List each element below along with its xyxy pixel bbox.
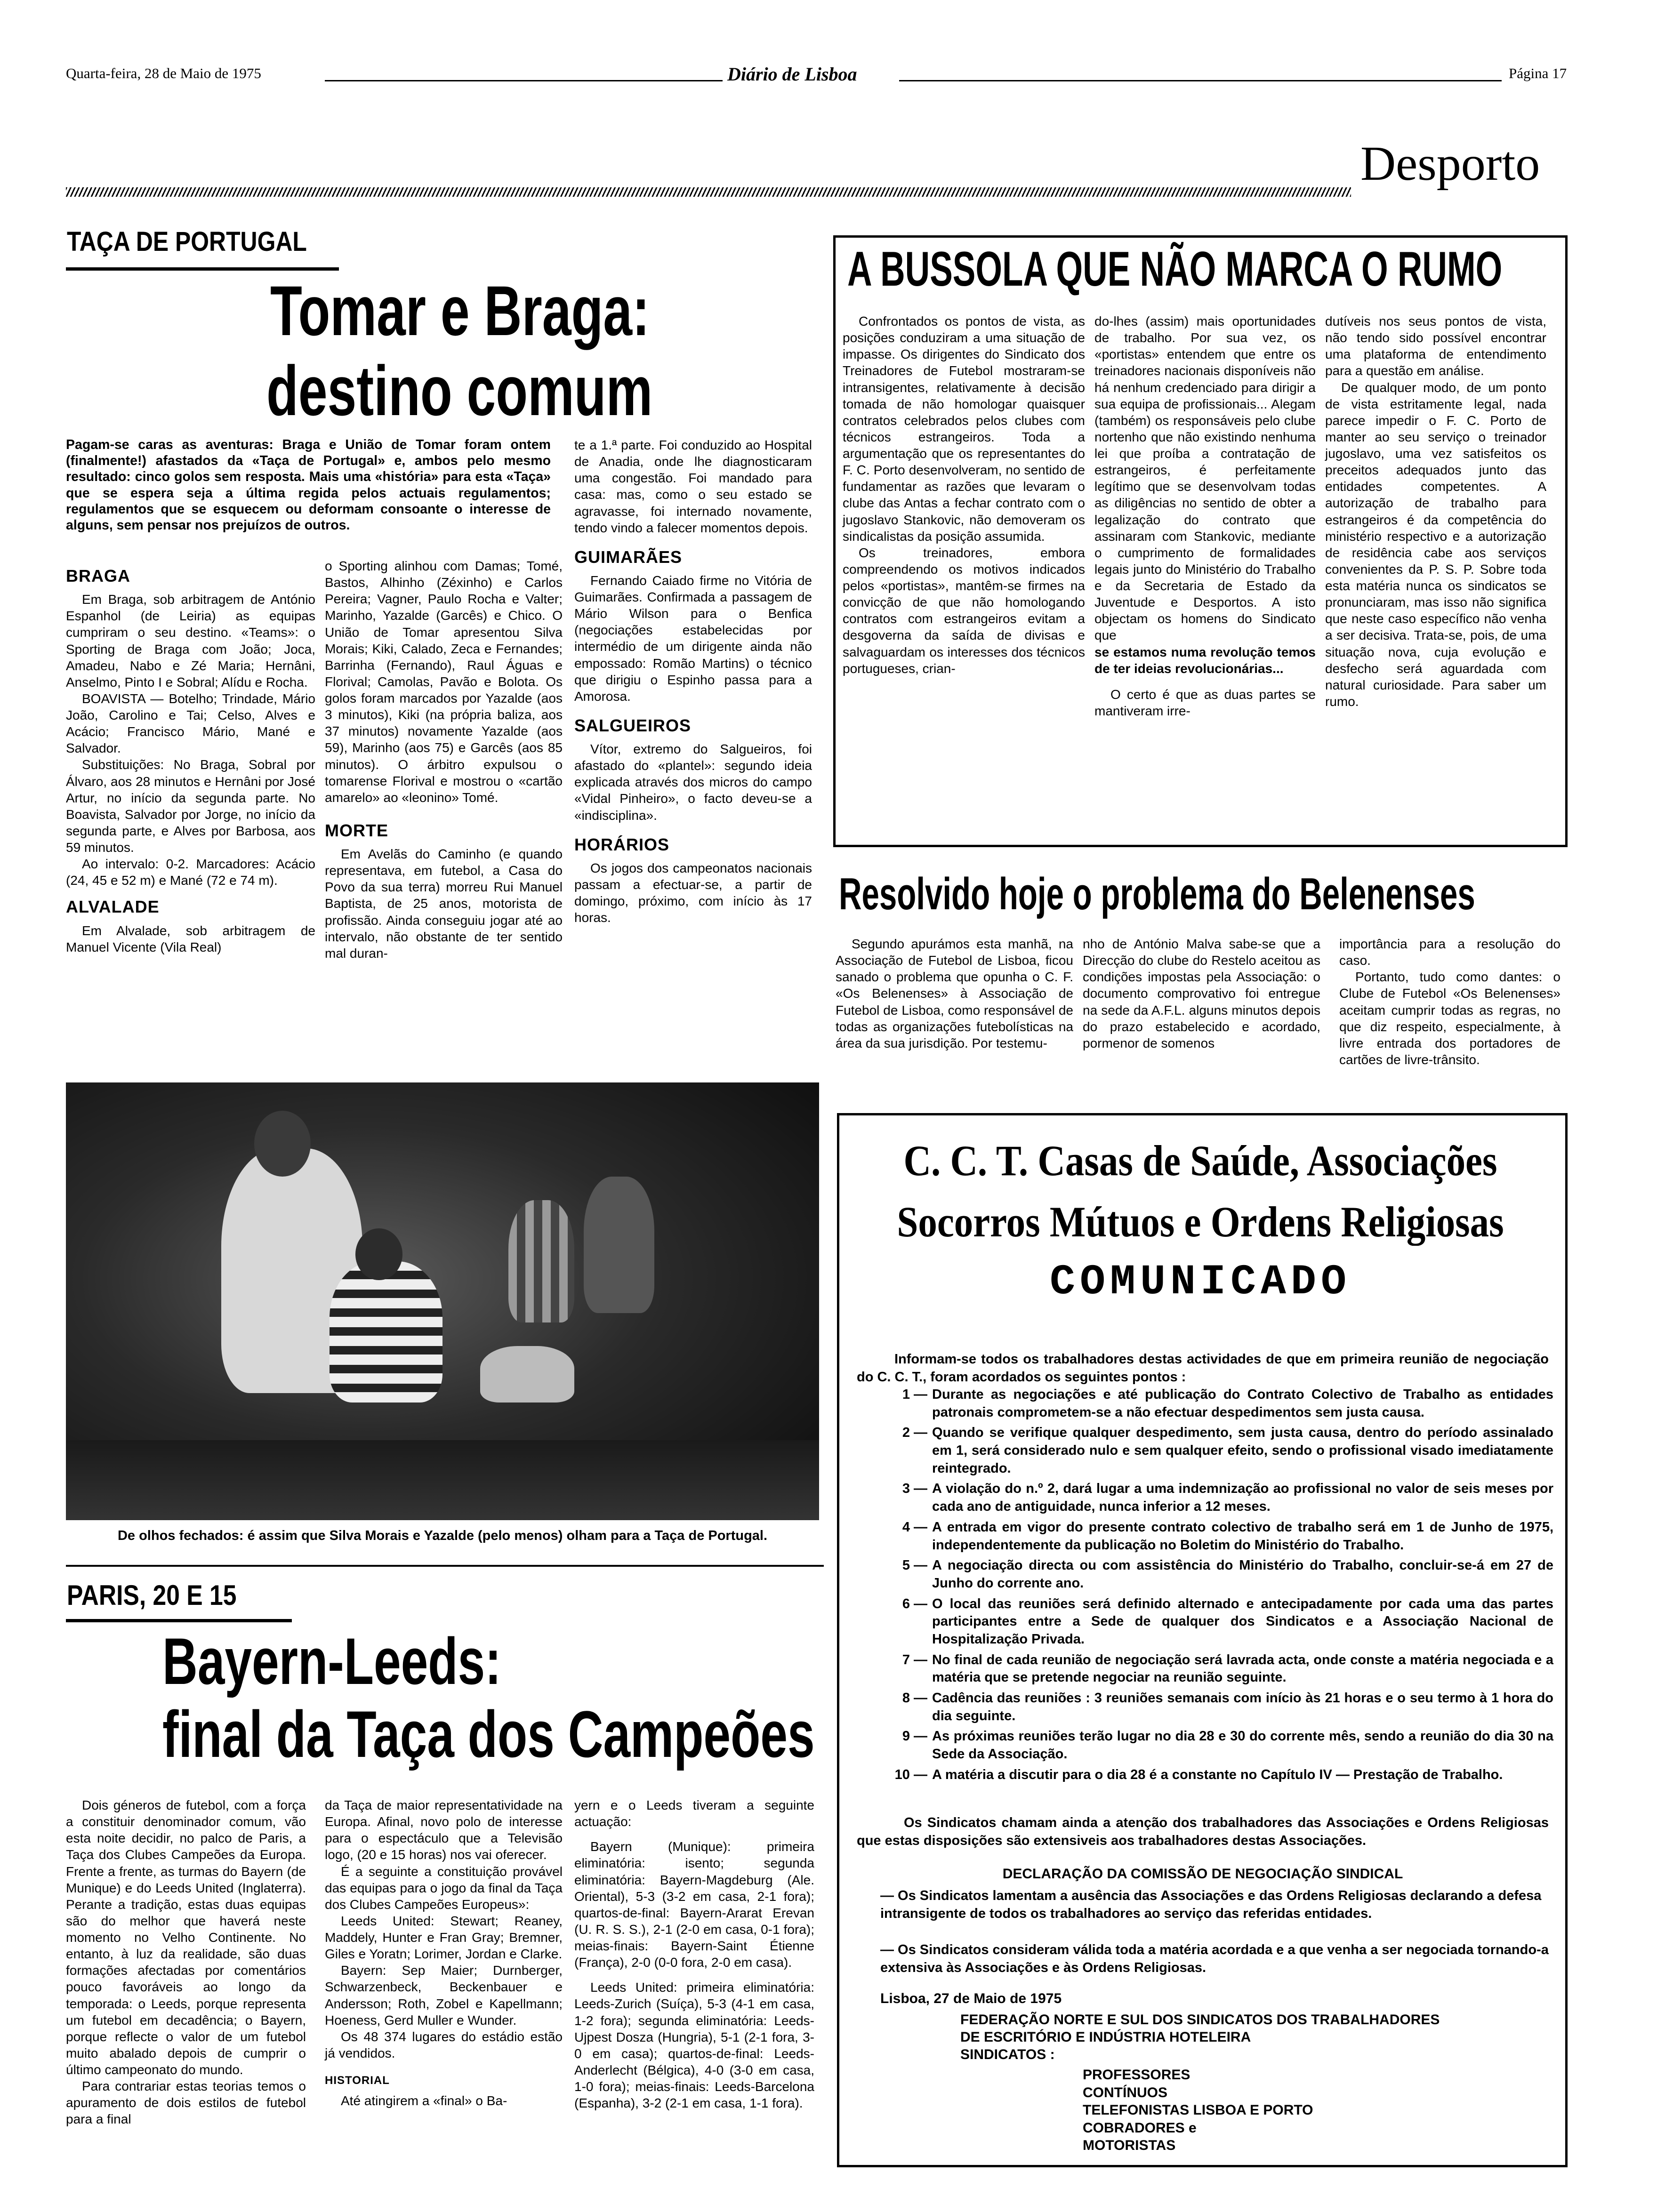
masthead-rule-left [325, 80, 723, 81]
bussola-c1: Confrontados os pontos de vista, as posições conduziram a uma situação de impasse. Os dirigentes do Sindicato dos Treinadores de Futebol mostraram-se intransigentes, relativamente à decisão tomada de não homologar quaisquer contratos celebrados pelos clubes com técnicos estrangeiros. Toda a argumentação que os representantes do F. C. Porto desenvolveram, no sentido de fundamentar as razões que levaram o clube das Antas a fechar contrato com o jugoslavo Stankovic, não demoveram os sindicalistas da posição assumida. [843, 314, 1085, 544]
salgueiros-p1: Vítor, extremo do Salgueiros, foi afastado do «plantel»: segundo ideia explicada através dos micros do campo «Vidal Pinheiro», o facto deveu-se a «indisciplina». [574, 742, 812, 823]
paris-c3: yern e o Leeds tiveram a seguinte actuação: [574, 1798, 814, 1829]
belenenses-col-2 [1083, 936, 1320, 1051]
paris-c2f: Até atingirem a «final» o Ba- [341, 2093, 507, 2108]
belenenses-headline: Resolvido hoje o problema do Belenenses [839, 869, 1475, 919]
bussola-headline: A BUSSOLA QUE NÃO MARCA O RUMO [847, 242, 1503, 297]
section-title: Desporto [1360, 136, 1540, 191]
paris-c1b: Para contrariar estas teorias temos o apuramento de dois estilos de futebol para a final [66, 2079, 306, 2127]
cct-sindicatos-list [1083, 2066, 1313, 2155]
guimaraes-subhead: GUIMARÃES [574, 547, 683, 567]
paris-c2c: Leeds United: Stewart; Reaney, Maddely, Hunter e Fran Gray; Bremner, Giles e Yoratn; Lorimer, Jordan e Clarke. [325, 1913, 563, 1962]
cct-item-number: 3 — [902, 1481, 927, 1497]
belenenses-c2: nho de António Malva sabe-se que a Direcção do clube do Restelo aceitou as condições impostas pela Associação: o documento comprovativo foi entregue na sede da A.F.L. alguns minutos depois do prazo estabelecido e acordado, pormenor de somenos [1083, 937, 1320, 1050]
cct-place-date: Lisboa, 27 de Maio de 1975 [880, 1991, 1062, 2006]
cct-sindicato: MOTORISTAS [1083, 2138, 1176, 2153]
cct-item-text: A violação do n.º 2, dará lugar a uma indemnização ao profissional no valor de seis meses por cada ano de antiguidade, nunca inferior a 12 meses. [932, 1481, 1553, 1515]
taca-kicker: TAÇA DE PORTUGAL [67, 226, 307, 257]
paris-c2b: É a seguinte a constituição provável das equipas para o jogo da final da Taça dos Clubes Campeões Europeus»: [325, 1864, 563, 1912]
alvalade-p1: Em Alvalade, sob arbitragem de Manuel Vicente (Vila Real) [66, 923, 315, 954]
cct-item-text: A entrada em vigor do presente contrato colectivo de trabalho será em 1 de Junho de 1975, independentemente da publicação no Boletim do Ministério do Trabalho. [932, 1519, 1553, 1553]
cct-federation-line1: FEDERAÇÃO NORTE E SUL DOS SINDICATOS DOS TRABALHADORES [960, 2012, 1440, 2028]
paris-kicker-underline [66, 1619, 292, 1622]
cct-item [885, 1690, 1553, 1725]
cct-note-text: Os Sindicatos chamam ainda a atenção dos trabalhadores das Associações e Ordens Religiosas que estas disposições são extensiveis aos trabalhadores destas Associações. [857, 1815, 1549, 1848]
cct-item [885, 1557, 1553, 1592]
paris-c2e: Os 48 374 lugares do estádio estão já vendidos. [325, 2029, 563, 2060]
morte-subhead: MORTE [325, 820, 388, 840]
taca-col-1 [66, 558, 315, 955]
bussola-col-1 [843, 313, 1085, 677]
paris-col-3 [574, 1797, 814, 2111]
bussola-c3: dutíveis nos seus pontos de vista, não tendo sido possível encontrar uma plataforma de entendimento para a questão em análise. [1325, 314, 1546, 378]
bussola-c2b: se estamos numa revolução temos de ter ideias revolucionárias... [1094, 644, 1316, 676]
historial-subhead: HISTORIAL [325, 2074, 390, 2087]
section-hatch-bar [66, 187, 1351, 197]
paris-c3b: Bayern (Munique): primeira eliminatória: isento; segunda eliminatória: Bayern-Magdeburg (Ale. Oriental), 5-3 (3-2 em casa, 2-1 fora); quartos-de-final: Bayern-Ararat Erevan (U. R. S. S.), 2-1 (2-0 em casa, 0-1 fora); meias-finais: Bayern-Saint Étienne (França), 2-0 (0-0 fora, 2-0 em casa). [574, 1839, 814, 1970]
paris-c2: da Taça de maior representatividade na Europa. Afinal, novo polo de interesse para o espectáculo que a Televisão logo, (20 e 15 horas) nos vai oferecer. [325, 1798, 563, 1862]
paris-col-2 [325, 1797, 563, 2109]
cct-items-list [885, 1386, 1553, 1787]
alvalade-p2: o Sporting alinhou com Damas; Tomé, Bastos, Alhinho (Zéxinho) e Carlos Pereira; Vagner, Paulo Rocha e Valter; Marinho, Yazalde (Garcês) e Chico. O União de Tomar apresentou Silva Morais; Kiki, Calado, Zeca e Fernandes; Barrinha (Fernando), Raul Águas e Florival; Camolas, Pavão e Bolota. Os golos foram marcados por Yazalde (aos 3 minutos), Kiki (na própria baliza, aos 37 minutos) novamente Yazalde (aos 59), Marinho (aos 75) e Garcês (aos 85 minutos). O árbitro expulsou o tomarense Florival e mostrou o «cartão amarelo» ao «leonino» Tomé. [325, 559, 563, 805]
braga-p4: Ao intervalo: 0-2. Marcadores: Acácio (24, 45 e 52 m) e Mané (72 e 74 m). [66, 857, 315, 888]
masthead-date: Quarta-feira, 28 de Maio de 1975 [66, 65, 261, 81]
cct-item-text: No final de cada reunião de negociação será lavrada acta, onde conste a matéria negociada e a matéria que se pretende negociar na reunião seguinte. [932, 1652, 1553, 1685]
belenenses-c3b: Portanto, tudo como dantes: o Clube de Futebol «Os Belenenses» aceitam cumprir todas as regras, no que diz respeito, especialmente, à livre entrada dos portadores de cartões de livre-trânsito. [1339, 970, 1560, 1067]
cct-title-line3: COMUNICADO [1049, 1258, 1351, 1306]
photo-player-4 [480, 1346, 574, 1403]
cct-title-line1: C. C. T. Casas de Saúde, Associações [903, 1137, 1497, 1185]
photo-caption-text: De olhos fechados: é assim que Silva Morais e Yazalde (pelo menos) olham para a Taça de Portugal. [117, 1528, 768, 1543]
paris-col-1 [66, 1797, 306, 2128]
bussola-c3b: De qualquer modo, de um ponto de vista estritamente legal, nada parece impedir o F. C. Porto de manter ao seu serviço o treinador jugoslavo, uma vez satisfeitos os preceitos adequados junto das entidades competentes. A autorização de trabalho para estrangeiros é da competência do ministério respectivo e a autorização de residência cabe aos serviços convenientes da P. S. P. Sobre toda esta matéria nunca os sindicatos se pronunciaram, mas isso não significa que neste caso específico não venha a ser decisiva. Trata-se, pois, de uma situação nova, cuja evolução e desfecho será aguardada com natural curiosidade. Para saber um rumo. [1325, 380, 1546, 709]
cct-item-text: Cadência das reuniões : 3 reuniões semanais com início às 21 horas e o seu termo à 1 hora do dia seguinte. [932, 1691, 1553, 1723]
bussola-c1b: Os treinadores, embora compreendendo os motivos indicados pelos «portistas», mantêm-se firmes na convicção de que não homologando contratos com estrangeiros evitam a desgoverna da saída de divisas e salvaguardam os interesses dos técnicos portugueses, crian- [843, 545, 1085, 676]
photo-ground [66, 1440, 819, 1520]
morte-p2: te a 1.ª parte. Foi conduzido ao Hospital de Anadia, onde lhe diagnosticaram uma congestão. Foi mandado para casa: mas, como o seu estado se agravasse, foi internado novamente, tendo vindo a falecer momentos depois. [574, 438, 812, 535]
taca-headline-line1: Tomar e Braga: [270, 271, 650, 350]
cct-item-number: 10 — [894, 1767, 927, 1782]
belenenses-col-3 [1339, 936, 1560, 1068]
photo-caption [66, 1527, 819, 1544]
cct-intro-text: Informam-se todos os trabalhadores destas actividades de que em primeira reunião de negociação do C. C. T., foram acordados os seguintes pontos : [857, 1352, 1549, 1385]
cct-sindicato: TELEFONISTAS LISBOA E PORTO [1083, 2102, 1313, 2118]
photo-striker-head [355, 1228, 402, 1280]
cct-item-text: A negociação directa ou com assistência do Ministério do Trabalho, concluir-se-á em 27 de Junho do corrente ano. [932, 1558, 1553, 1591]
paris-c1: Dois géneros de futebol, com a força a constituir denominador comum, vão esta noite decidir, no palco de Paris, a Taça dos Clubes Campeões da Europa. Frente a frente, as turmas do Bayern (de Munique) e do Leeds United (Inglaterra). Perante a tradição, estas duas equipas são do melhor que haverá neste momento no Velho Continente. No entanto, à luz da realidade, são duas formações afectadas por comentários pouco favoráveis ao longo da temporada: o Leeds, porque representa um futebol em decadência; o Bayern, porque reflecte o valor de um futebol muito abalado depois de cumprir o último campeonato do mundo. [66, 1798, 306, 2077]
taca-kicker-underline [66, 267, 339, 271]
cct-item [885, 1519, 1553, 1554]
cct-item-text: Durante as negociações e até publicação do Contrato Colectivo de Trabalho as entidades patronais comprometem-se a não efectuar despedimentos sem justa causa. [932, 1387, 1553, 1420]
photo-player-2 [508, 1200, 574, 1322]
photo-goalkeeper-head [254, 1111, 311, 1177]
bussola-c2c: O certo é que as duas partes se mantiveram irre- [1094, 687, 1316, 718]
cct-federation-line2: DE ESCRITÓRIO E INDÚSTRIA HOTELEIRA [960, 2029, 1251, 2045]
taca-headline-line2: destino comum [266, 351, 653, 430]
paris-c2d: Bayern: Sep Maier; Durnberger, Schwarzenbeck, Beckenbauer e Andersson; Roth, Zobel e Kapellmann; Hoeness, Gerd Muller e Wunder. [325, 1963, 563, 2028]
alvalade-subhead: ALVALADE [66, 897, 160, 917]
taca-lead-text: Pagam-se caras as aventuras: Braga e União de Tomar foram ontem (finalmente!) afastados da «Taça de Portugal» e, ambos pelo mesmo resultado: cinco golos sem resposta. Mais uma «história» para esta «Taça» que se espera seja a última regida pelos actuais regulamentos; regulamentos que se esquecem ou deformam consoante o interesse de alguns, sem pensar nos prejuízos de outros. [66, 437, 551, 533]
cct-item-text: Quando se verifique qualquer despedimento, sem justa causa, dentro do período assinalado em 1, será considerado nulo e sem qualquer efeito, sendo o profissional visado imediatamente reintegrado. [932, 1425, 1553, 1476]
guimaraes-p1: Fernando Caiado firme no Vitória de Guimarães. Confirmada a passagem de Mário Wilson para o Benfica (negociações estabelecidas por intermédio de um dirigente ainda não empossado: Romão Martins) o técnico que dirigiu o Espinho passa para a Amorosa. [574, 573, 812, 704]
braga-p1: Em Braga, sob arbitragem de António Espanhol (de Leiria) as equipas cumpriram o seu destino. «Teams»: o Sporting de Braga com João; Joca, Amadeu, Nabo e Zé Maria; Hernâni, Anselmo, Pinto I e Sobral; Alídu e Rocha. [66, 592, 315, 689]
cct-sindicato: PROFESSORES [1083, 2067, 1190, 2083]
masthead-page-number: Página 17 [1509, 65, 1567, 81]
braga-p2: BOAVISTA — Botelho; Trindade, Mário João, Carolino e Tai; Celso, Alves e Acácio; Francisco Mário, Mané e Salvador. [66, 691, 315, 756]
cct-intro [857, 1351, 1549, 1386]
cct-item-number: 1 — [902, 1387, 927, 1402]
bussola-col-2 [1094, 313, 1316, 719]
cct-item-number: 2 — [902, 1425, 927, 1441]
paris-headline-line1: Bayern-Leeds: [162, 1624, 501, 1698]
cct-title-line2: Socorros Mútuos e Ordens Religiosas [897, 1198, 1504, 1246]
photo-player-3 [584, 1177, 654, 1313]
cct-declaration-1: — Os Sindicatos lamentam a ausência das Associações e das Ordens Religiosas declarando a defesa intransigente de todos os trabalhadores ao serviço das referidas entidades. [880, 1888, 1542, 1921]
masthead-paper-name: Diário de Lisboa [727, 64, 857, 85]
taca-lead [66, 437, 551, 533]
morte-p1: Em Avelãs do Caminho (e quando representava, em futebol, a Casa do Povo da sua terra) morreu Rui Manuel Baptista, de 25 anos, motorista de profissão. Ainda conseguiu jogar até ao intervalo, não obstante de ter sentido mal duran- [325, 847, 563, 961]
cct-sindicatos-title: SINDICATOS : [960, 2047, 1055, 2062]
cct-declaration-title: DECLARAÇÃO DA COMISSÃO DE NEGOCIAÇÃO SINDICAL [1002, 1866, 1403, 1882]
cct-sindicato: COBRADORES e [1083, 2120, 1197, 2136]
cct-item [885, 1766, 1553, 1784]
cct-item-number: 5 — [902, 1558, 927, 1573]
braga-p3: Substituições: No Braga, Sobral por Álvaro, aos 28 minutos e Hernâni por José Artur, no início da segunda parte. No Boavista, Salvador por Jorge, no início da segunda parte, e Alves por Barbosa, aos 59 minutos. [66, 757, 315, 855]
cct-item-text: A matéria a discutir para o dia 28 é a constante no Capítulo IV — Prestação de Trabalho. [932, 1767, 1503, 1782]
cct-note [857, 1814, 1549, 1850]
bussola-col-3 [1325, 313, 1546, 710]
horarios-subhead: HORÁRIOS [574, 834, 670, 854]
taca-col-2 [325, 558, 563, 962]
horarios-p1: Os jogos dos campeonatos nacionais passam a efectuar-se, a partir de domingo, próximo, com início às 17 horas. [574, 860, 812, 925]
cct-item [885, 1386, 1553, 1421]
match-photo [66, 1082, 819, 1520]
cct-item [885, 1424, 1553, 1477]
masthead-rule-right [899, 80, 1502, 81]
cct-item-number: 7 — [902, 1652, 927, 1667]
cct-item-text: As próximas reuniões terão lugar no dia 28 e 30 do corrente mês, sendo a reunião do dia 30 na Sede da Associação. [932, 1729, 1553, 1762]
paris-c3c: Leeds United: primeira eliminatória: Leeds-Zurich (Suíça), 5-3 (4-1 em casa, 1-2 fora); segunda eliminatória: Leeds-Ujpest Dosza (Hungria), 5-1 (2-1 fora, 3-0 em casa); quartos-de-final: Leeds-Anderlecht (Bélgica), 4-0 (3-0 em casa, 1-0 fora); meias-finais: Leeds-Barcelona (Espanha), 3-2 (2-1 em casa, 1-1 fora). [574, 1980, 814, 2111]
cct-item [885, 1651, 1553, 1687]
cct-item-number: 8 — [902, 1691, 927, 1706]
bussola-c2: do-lhes (assim) mais oportunidades de trabalho. Por sua vez, os «portistas» entendem que entre os treinadores nacionais disponíveis não há nenhum credenciado para dirigir a sua equipa de profissionais... Alegam (também) os responsáveis pelo clube nortenho que não existindo nenhuma lei que proíba a contratação de estrangeiros, é perfeitamente legítimo que se desenvolvam todas as diligências no sentido de obter a legalização do contrato que assinaram com Stankovic, mediante o cumprimento de formalidades legais junto do Ministério do Trabalho e da Secretaria de Estado da Juventude e Desportos. A isto objectam os homens do Sindicato que [1094, 314, 1316, 643]
cct-item-text: O local das reuniões será definido alternado e antecipadamente por cada uma das partes participantes entre a Sede de qualquer dos Sindicatos e a Associação Nacional de Hospitalização Privada. [932, 1596, 1553, 1647]
cct-item [885, 1728, 1553, 1763]
paris-headline-line2: final da Taça dos Campeões [162, 1697, 815, 1771]
belenenses-c1: Segundo apurámos esta manhã, na Associação de Futebol de Lisboa, ficou sanado o problema que opunha o C. F. «Os Belenenses» à Associação de Futebol de Lisboa, como responsável de todas as organizações futebolísticas na área da sua jurisdição. Por testemu- [836, 937, 1073, 1050]
cct-item-number: 4 — [902, 1519, 927, 1535]
photo-caption-rule [66, 1565, 824, 1567]
salgueiros-subhead: SALGUEIROS [574, 715, 692, 735]
belenenses-col-1 [836, 936, 1073, 1051]
cct-item-number: 6 — [902, 1596, 927, 1611]
cct-item [885, 1595, 1553, 1649]
belenenses-c3: importância para a resolução do caso. [1339, 937, 1560, 968]
taca-col-3 [574, 437, 812, 926]
cct-sindicato: CONTÍNUOS [1083, 2084, 1167, 2100]
cct-item [885, 1480, 1553, 1515]
photo-striker [330, 1261, 442, 1403]
paris-kicker: PARIS, 20 E 15 [67, 1579, 237, 1611]
cct-declaration-2: — Os Sindicatos consideram válida toda a matéria acordada e a que venha a ser negociada tornando-a extensiva às Associações e às Ordens Religiosas. [880, 1942, 1549, 1975]
cct-item-number: 9 — [902, 1729, 927, 1744]
braga-subhead: BRAGA [66, 566, 130, 585]
